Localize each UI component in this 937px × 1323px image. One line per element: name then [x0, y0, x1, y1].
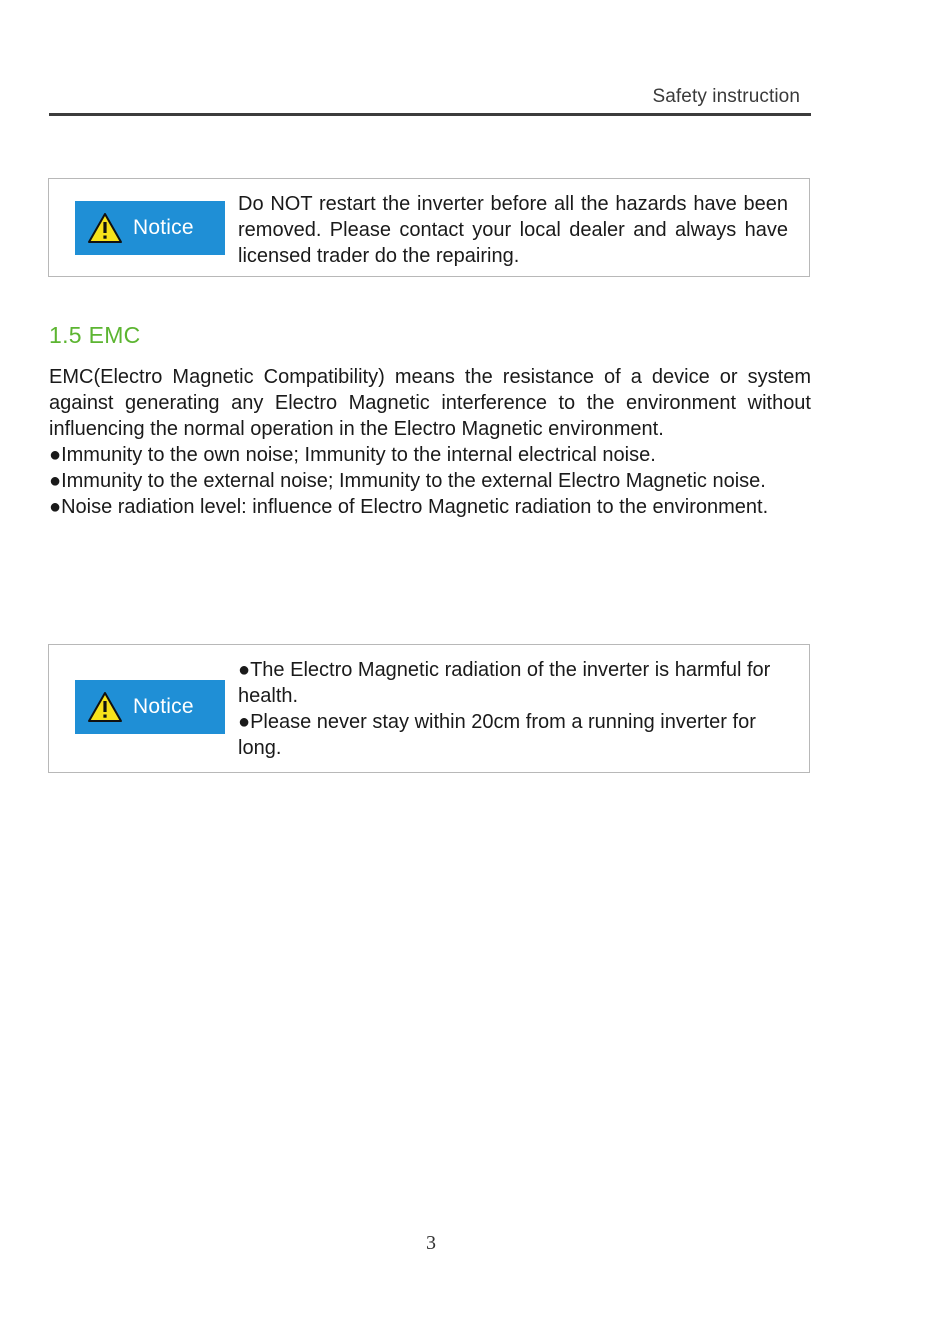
notice-line: ●Please never stay within 20cm from a running inverter for long.	[238, 711, 756, 759]
notice-box	[48, 644, 810, 773]
section-body	[49, 364, 811, 520]
section-heading: 1.5 EMC	[49, 322, 141, 348]
page-header-title: Safety instruction	[652, 86, 800, 107]
notice-paragraph: Do NOT restart the inverter before all the hazards have been removed. Please contact your local dealer and always have licensed trader do the repairing.	[238, 193, 788, 267]
page-number: 3	[426, 1232, 436, 1254]
warning-triangle-icon	[87, 691, 123, 723]
section-intro-paragraph: EMC(Electro Magnetic Compatibility) means the resistance of a device or system against generating any Electro Magnetic interference to the environment without influencing the normal operation in the Electro Magnetic environment.	[49, 366, 811, 440]
notice-line: ●The Electro Magnetic radiation of the inverter is harmful for health.	[238, 659, 771, 707]
notice-badge	[75, 680, 225, 734]
bullet-item: ●Immunity to the external noise; Immunity to the external Electro Magnetic noise.	[49, 470, 766, 492]
header-divider	[49, 113, 811, 116]
warning-triangle-icon	[87, 212, 123, 244]
notice-box	[48, 178, 810, 277]
notice-badge-label: Notice	[133, 216, 194, 239]
notice-text	[238, 191, 788, 269]
notice-badge	[75, 201, 225, 255]
notice-badge-label: Notice	[133, 695, 194, 718]
notice-text	[238, 657, 803, 761]
bullet-item: ●Immunity to the own noise; Immunity to the internal electrical noise.	[49, 444, 656, 466]
bullet-item: ●Noise radiation level: influence of Electro Magnetic radiation to the environment.	[49, 496, 769, 518]
